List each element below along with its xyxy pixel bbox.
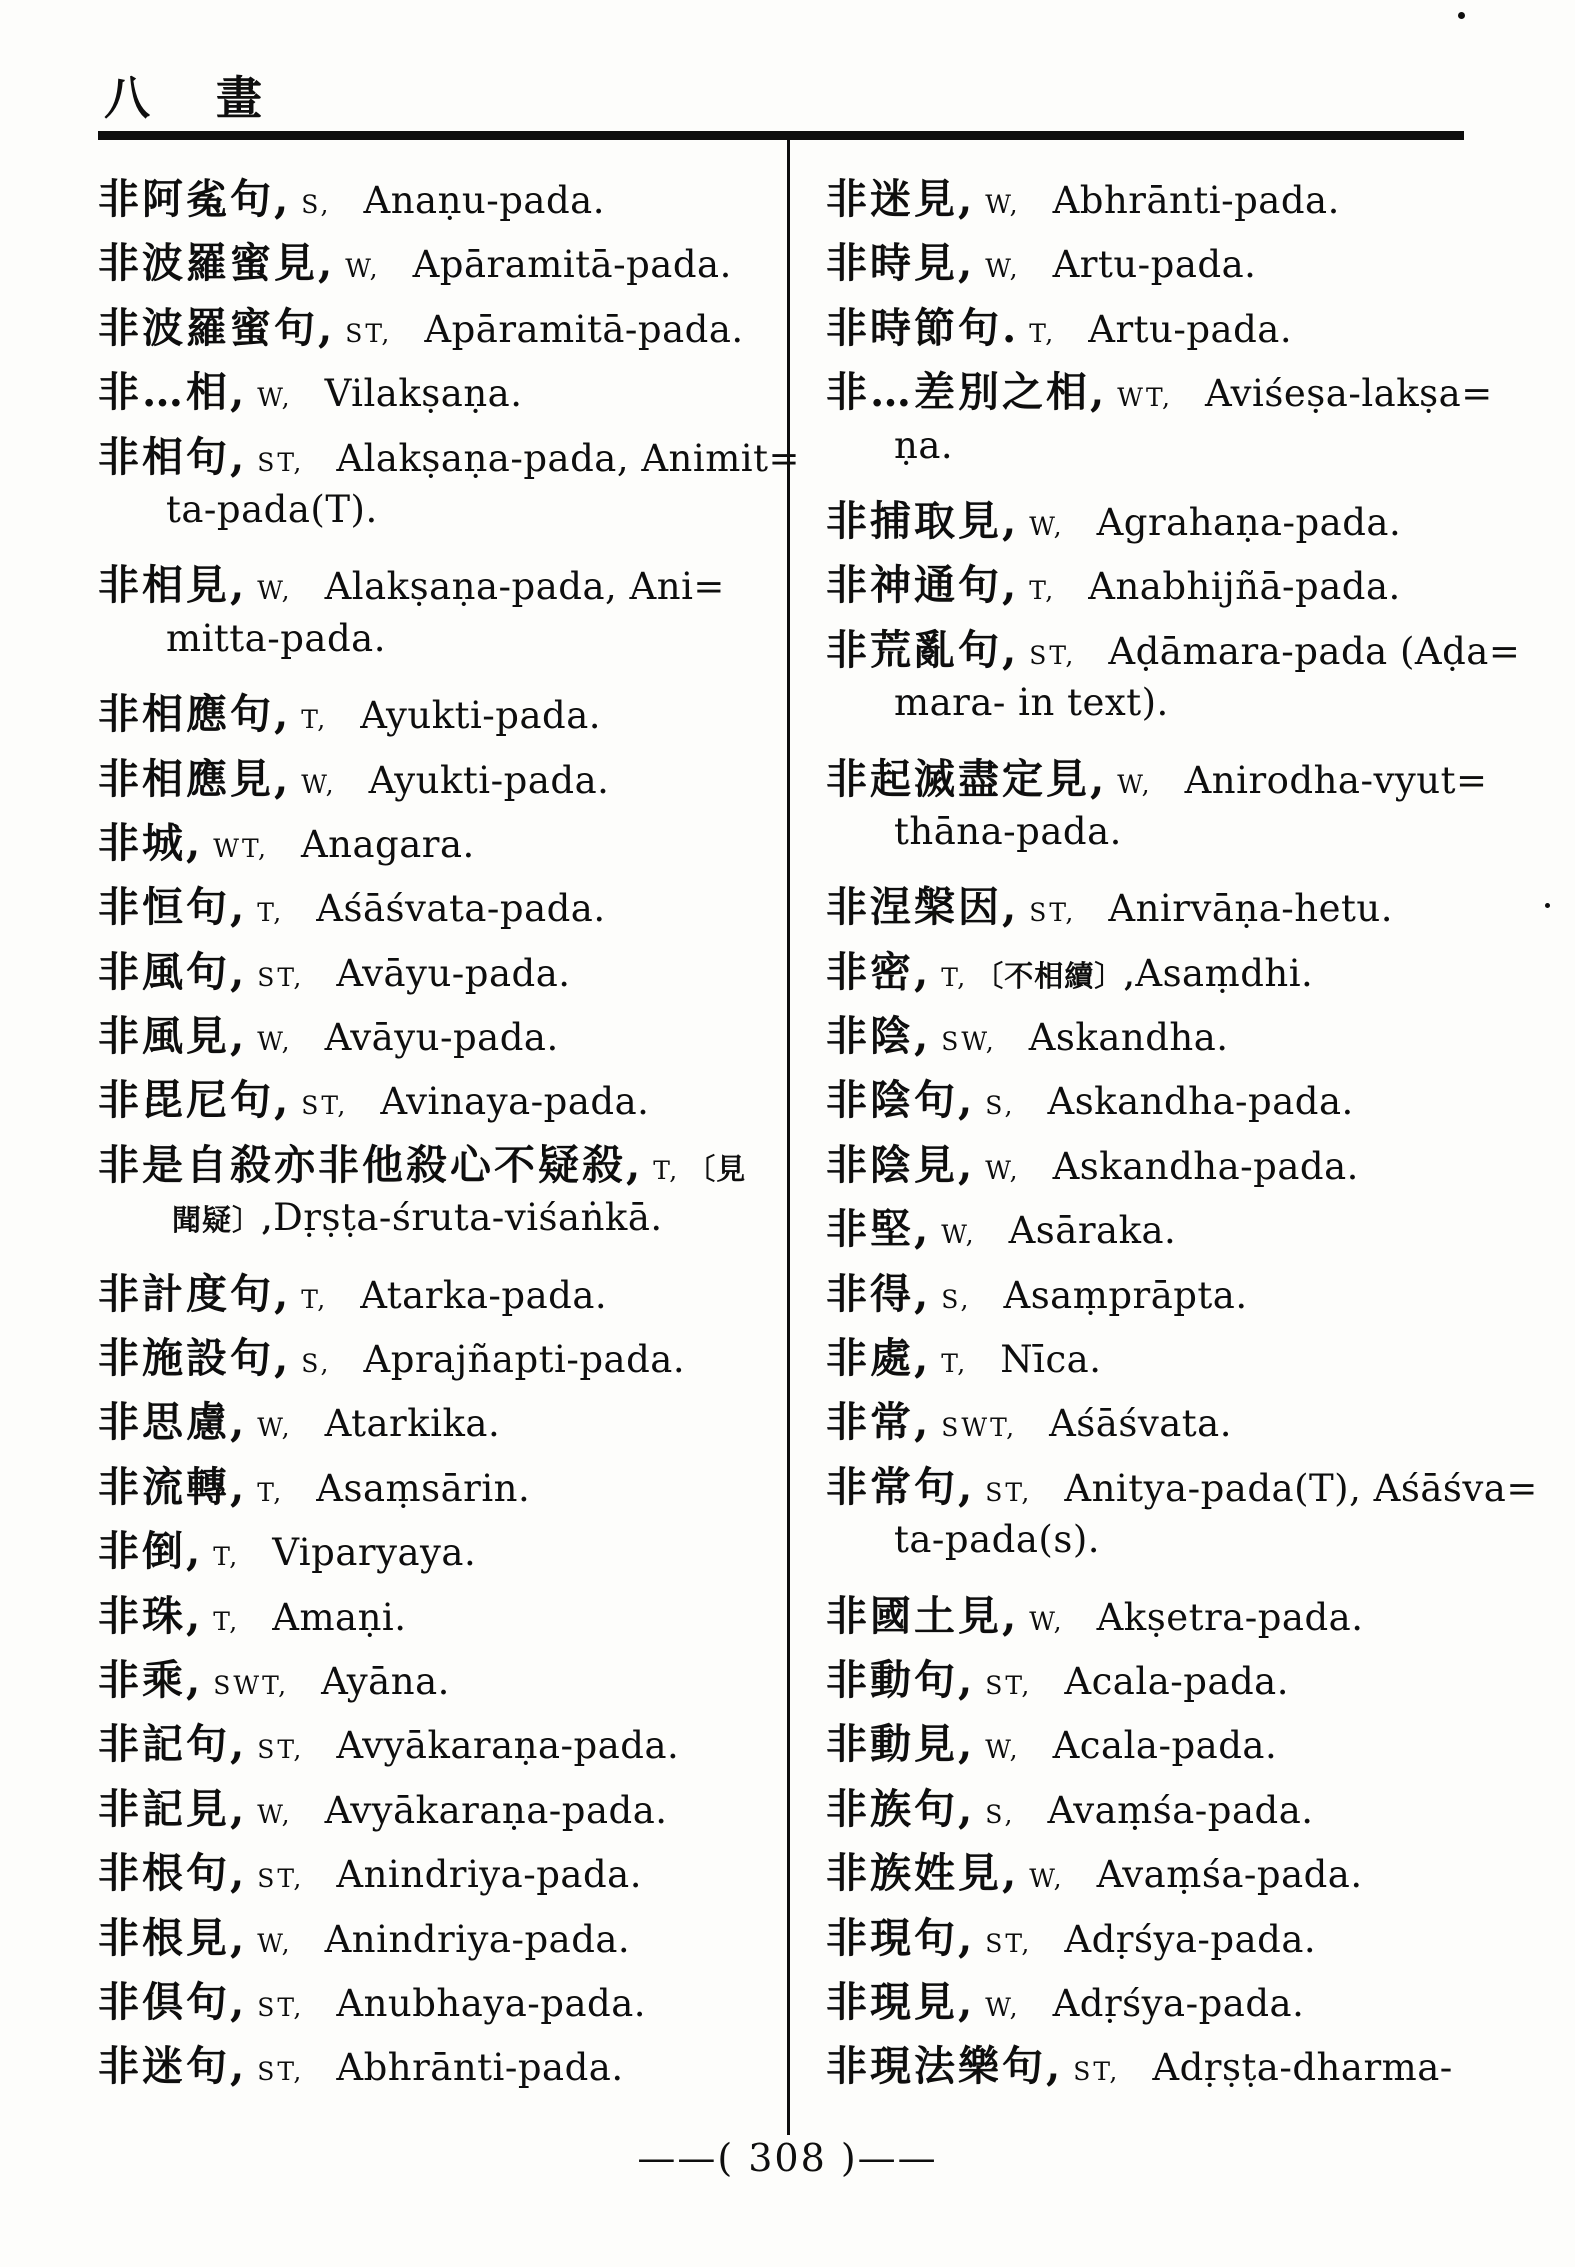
entry-line <box>826 230 1540 294</box>
section-title: 八 畫 <box>104 71 272 125</box>
entry-line <box>826 1196 1540 1260</box>
source-marker: W, <box>345 254 381 284</box>
entry-headword: 非起滅盡定見, <box>826 754 1108 803</box>
entry-headword: 非阿㝹句, <box>98 175 292 223</box>
sanskrit-term: Asāraka. <box>1008 1209 1177 1253</box>
source-marker: ST, <box>345 318 393 348</box>
sanskrit-term: mara- in text). <box>894 681 1169 725</box>
entry-line <box>826 166 1540 230</box>
sanskrit-term: Anubhaya-pada. <box>336 1981 647 2025</box>
sanskrit-term: Ayāna. <box>321 1659 450 1703</box>
source-marker: T, <box>301 705 329 735</box>
entry-headword: 非記見, <box>98 1784 248 1833</box>
source-marker: W, <box>257 1027 293 1057</box>
sanskrit-term: Anirvāṇa-hetu. <box>1108 887 1393 931</box>
entry-line <box>98 2033 792 2097</box>
entry-headword: 非陰, <box>826 1012 932 1061</box>
source-marker: ST, <box>257 447 305 477</box>
source-marker: W, <box>1117 769 1153 799</box>
sanskrit-term: Agrahaṇa-pada. <box>1096 500 1402 544</box>
source-marker: ST, <box>985 1928 1033 1958</box>
entry-line <box>98 295 792 359</box>
entry-headword: 非族姓見, <box>826 1849 1020 1898</box>
source-marker: W, <box>1029 511 1065 541</box>
entry-line <box>98 1454 792 1518</box>
entry-line <box>826 746 1540 810</box>
sanskrit-term: Askandha. <box>1028 1016 1229 1060</box>
sanskrit-term: Anirodha-vyut= <box>1184 758 1488 802</box>
entry-line <box>98 1003 792 1067</box>
sanskrit-term: Anagara. <box>300 822 475 866</box>
entry-headword: 非珠, <box>98 1591 204 1640</box>
sanskrit-term: Dṛṣṭa-śruta-viśaṅkā. <box>273 1196 663 1240</box>
entry-line <box>98 166 792 230</box>
source-marker: ST, <box>1029 898 1077 928</box>
source-marker: T, <box>301 1284 329 1314</box>
source-marker: SWT, <box>213 1670 290 1700</box>
entry-line <box>826 1840 1540 1904</box>
sanskrit-term: Avinaya-pada. <box>380 1080 650 1124</box>
source-marker: T, <box>213 1606 241 1636</box>
source-marker: W, <box>257 576 293 606</box>
sanskrit-term: Atarkika. <box>324 1402 501 1446</box>
entry-line <box>826 295 1540 359</box>
sanskrit-term: Adṛśya-pada. <box>1052 1981 1305 2025</box>
entry-line <box>98 1389 792 1453</box>
entry-line <box>98 424 801 488</box>
entry-line <box>98 1711 792 1775</box>
entry-headword: 非相見, <box>98 561 248 610</box>
entry-line <box>826 1067 1540 1131</box>
entry-line <box>98 1325 792 1389</box>
sanskrit-term: Avāyu-pada. <box>336 951 571 995</box>
source-marker: W, <box>985 190 1021 219</box>
source-marker: ST, <box>257 1735 305 1765</box>
source-marker: ST, <box>257 1992 305 2022</box>
entry-headword: 非迷見, <box>826 175 976 223</box>
entry-headword: 非族句, <box>826 1784 976 1833</box>
entry-line <box>98 552 792 616</box>
sanskrit-term: Acala-pada. <box>1052 1724 1278 1768</box>
entry-line <box>826 424 1540 488</box>
sanskrit-term: ta-pada(T). <box>166 487 378 531</box>
source-marker: S, <box>941 1284 972 1314</box>
entry-line <box>826 488 1540 552</box>
entry-headword: 非處, <box>826 1334 932 1383</box>
entry-line <box>826 1647 1540 1711</box>
sanskrit-term: ṇa. <box>894 423 954 467</box>
source-marker: ST, <box>257 2057 305 2087</box>
entry-headword: 非現句, <box>826 1913 976 1962</box>
source-marker: SW, <box>941 1027 997 1057</box>
entry-headword: 非相應句, <box>98 690 292 739</box>
source-marker: T, <box>257 1477 285 1507</box>
sanskrit-term: Anindriya-pada. <box>336 1853 642 1897</box>
sanskrit-term: Alakṣaṇa-pada, Animit= <box>336 436 801 480</box>
sanskrit-term: Asaṃsārin. <box>316 1466 531 1510</box>
entry-line <box>826 1711 1540 1775</box>
entry-headword: 非…相, <box>98 368 248 417</box>
entry-headword: 非計度句, <box>98 1269 292 1318</box>
sanskrit-term: Asaṃdhi. <box>1135 951 1314 995</box>
entry-headword: 非國土見, <box>826 1591 1020 1640</box>
sanskrit-term: Adṛṣṭa-dharma- <box>1152 2046 1453 2090</box>
entry-headword: 非現見, <box>826 1977 976 2026</box>
source-marker: W, <box>257 1799 293 1829</box>
source-marker: W, <box>985 1992 1021 2022</box>
entry-line <box>98 488 792 552</box>
sanskrit-term: Artu-pada. <box>1088 307 1293 351</box>
sanskrit-term: Ayukti-pada. <box>360 694 602 738</box>
page-number: ——( 308 )—— <box>637 2136 938 2180</box>
entry-line <box>98 1776 792 1840</box>
entry-line <box>826 617 1540 681</box>
entry-line <box>826 681 1540 745</box>
right-column <box>826 166 1540 2098</box>
entry-headword: 非波羅蜜句, <box>98 303 336 352</box>
entry-headword: 非時節句. <box>826 303 1020 352</box>
scan-speck <box>1545 903 1550 908</box>
entry-line <box>826 1969 1540 2033</box>
entry-headword: 非風見, <box>98 1012 248 1061</box>
entry-headword: 非城, <box>98 818 204 867</box>
sanskrit-term: Anaṇu-pada. <box>363 179 605 222</box>
entry-headword: 非陰句, <box>826 1076 976 1125</box>
entry-headword: 非迷句, <box>98 2042 248 2091</box>
entry-line <box>826 810 1540 874</box>
header-rule <box>98 131 1464 140</box>
sanskrit-term: Askandha-pada. <box>1052 1144 1359 1188</box>
entry-headword: 非密, <box>826 947 932 996</box>
entry-headword: 非得, <box>826 1269 932 1318</box>
entry-line <box>98 1261 792 1325</box>
entry-line <box>826 1905 1540 1969</box>
sanskrit-term: Askandha-pada. <box>1047 1080 1354 1124</box>
sanskrit-term: Aprajñapti-pada. <box>363 1338 686 1382</box>
sanskrit-term: Atarka-pada. <box>360 1273 608 1317</box>
source-marker: S, <box>985 1799 1016 1829</box>
source-marker: W, <box>257 383 293 413</box>
source-marker: W, <box>1029 1606 1065 1636</box>
entry-line <box>98 359 792 423</box>
source-marker: T, <box>653 1155 681 1185</box>
source-marker: W, <box>1029 1864 1065 1894</box>
entry-line <box>826 939 1540 1003</box>
entry-headword: 非相句, <box>98 432 248 481</box>
entry-line <box>98 810 792 874</box>
sanskrit-term: Anitya-pada(T), Aśāśva= <box>1064 1466 1538 1510</box>
sanskrit-term: Ayukti-pada. <box>368 758 610 802</box>
scan-speck <box>1458 12 1465 19</box>
entry-line <box>826 1261 1540 1325</box>
source-marker: W, <box>985 254 1021 284</box>
source-marker: T, <box>1029 576 1057 606</box>
entry-headword: 非陰見, <box>826 1140 976 1189</box>
source-marker: W, <box>257 1928 293 1958</box>
source-marker: ST, <box>985 1670 1033 1700</box>
entry-headword: 非思慮, <box>98 1398 248 1447</box>
sanskrit-term: Aviśeṣa-lakṣa= <box>1204 372 1493 416</box>
source-marker: S, <box>301 1349 332 1379</box>
entry-line <box>98 1583 792 1647</box>
sanskrit-term: Acala-pada. <box>1064 1659 1290 1703</box>
entry-line <box>98 1518 792 1582</box>
sanskrit-term: Adṛśya-pada. <box>1064 1917 1317 1961</box>
source-marker: ST, <box>985 1477 1033 1507</box>
entry-headword: 非記句, <box>98 1720 248 1769</box>
entry-line <box>98 874 792 938</box>
entry-headword: 非常句, <box>826 1462 976 1511</box>
sanskrit-term: Avyākaraṇa-pada. <box>324 1788 668 1832</box>
entry-line <box>826 1583 1540 1647</box>
entry-headword: 非相應見, <box>98 754 292 803</box>
sanskrit-term: Abhrānti-pada. <box>336 2046 624 2090</box>
entry-line <box>826 1325 1540 1389</box>
entry-headword: 非動見, <box>826 1720 976 1769</box>
sanskrit-term: Akṣetra-pada. <box>1096 1595 1364 1639</box>
source-marker: S, <box>985 1091 1016 1121</box>
entry-headword: 非流轉, <box>98 1462 248 1511</box>
source-marker: S, <box>301 190 332 219</box>
source-marker: T, <box>941 1349 969 1379</box>
entry-line <box>98 1067 792 1131</box>
entry-headword: 非捕取見, <box>826 496 1020 545</box>
entry-headword: 非是自殺亦非他殺心不疑殺, <box>98 1140 644 1189</box>
entry-headword: 非荒亂句, <box>826 625 1020 674</box>
sanskrit-term: Avaṃśa-pada. <box>1047 1788 1314 1832</box>
source-marker: T, <box>941 962 969 992</box>
entry-note-cjk: 聞疑〕, <box>172 1203 274 1238</box>
entry-line <box>98 681 792 745</box>
source-marker: W, <box>941 1220 977 1250</box>
source-marker: SWT, <box>941 1413 1018 1443</box>
sanskrit-term: Aḍāmara-pada (Aḍa= <box>1108 629 1521 673</box>
sanskrit-term: Apāramitā-pada. <box>424 307 744 351</box>
sanskrit-term: Viparyaya. <box>272 1531 477 1575</box>
sanskrit-term: Nīca. <box>1000 1338 1102 1382</box>
sanskrit-term: Apāramitā-pada. <box>412 243 732 287</box>
sanskrit-term: ta-pada(s). <box>894 1518 1101 1562</box>
entry-note-cjk: 〔不相續〕, <box>974 958 1136 993</box>
sanskrit-term: Asaṃprāpta. <box>1003 1273 1248 1317</box>
entry-line <box>826 359 1540 423</box>
left-column <box>98 166 801 2098</box>
source-marker: ST, <box>257 1864 305 1894</box>
entry-headword: 非現法樂句, <box>826 2042 1064 2091</box>
sanskrit-term: Anindriya-pada. <box>324 1917 631 1961</box>
entry-line <box>98 617 792 681</box>
entry-headword: 非毘尼句, <box>98 1076 292 1125</box>
sanskrit-term: Amaṇi. <box>272 1595 407 1639</box>
source-marker: ST, <box>257 962 305 992</box>
entry-line <box>98 1647 792 1711</box>
entry-headword: 非涅槃因, <box>826 883 1020 932</box>
entry-headword: 非…差別之相, <box>826 368 1108 417</box>
sanskrit-term: Aśāśvata. <box>1049 1402 1232 1446</box>
sanskrit-term: Alakṣaṇa-pada, Ani= <box>324 565 725 609</box>
entry-headword: 非恒句, <box>98 883 248 932</box>
entry-line <box>98 1132 792 1196</box>
sanskrit-term: Avaṃśa-pada. <box>1096 1853 1363 1897</box>
source-marker: W, <box>985 1155 1021 1185</box>
entry-line <box>98 1969 792 2033</box>
entry-headword: 非常, <box>826 1398 932 1447</box>
sanskrit-term: Aśāśvata-pada. <box>316 887 606 931</box>
entry-headword: 非根見, <box>98 1913 248 1962</box>
entry-headword: 非根句, <box>98 1849 248 1898</box>
source-marker: W, <box>257 1413 293 1443</box>
source-marker: WT, <box>1117 383 1173 413</box>
entry-line <box>98 939 792 1003</box>
sanskrit-term: Abhrānti-pada. <box>1052 179 1340 222</box>
entry-headword: 非堅, <box>826 1205 932 1254</box>
source-marker: T, <box>213 1542 241 1572</box>
source-marker: T, <box>1029 318 1057 348</box>
entry-line <box>826 1518 1540 1582</box>
entry-line <box>98 1840 792 1904</box>
entry-line <box>826 1389 1540 1453</box>
entry-note-cjk: 〔見 <box>686 1151 747 1186</box>
sanskrit-term: Avyākaraṇa-pada. <box>336 1724 680 1768</box>
entry-line <box>826 1132 1540 1196</box>
entry-headword: 非神通句, <box>826 561 1020 610</box>
source-marker: W, <box>985 1735 1021 1765</box>
entry-line <box>826 2033 1540 2097</box>
entry-line <box>98 746 792 810</box>
entry-headword: 非倒, <box>98 1527 204 1576</box>
sanskrit-term: thāna-pada. <box>894 809 1122 853</box>
entry-line <box>826 1776 1540 1840</box>
entry-headword: 非風句, <box>98 947 248 996</box>
source-marker: ST, <box>1073 2057 1121 2087</box>
entry-headword: 非波羅蜜見, <box>98 239 336 288</box>
sanskrit-term: mitta-pada. <box>166 616 386 660</box>
source-marker: T, <box>257 898 285 928</box>
source-marker: ST, <box>301 1091 349 1121</box>
entry-line <box>98 230 792 294</box>
entry-line <box>826 552 1540 616</box>
entry-line <box>826 1003 1540 1067</box>
entry-line <box>826 874 1540 938</box>
entry-headword: 非時見, <box>826 239 976 288</box>
sanskrit-term: Vilakṣaṇa. <box>324 372 523 416</box>
entry-line <box>98 1905 792 1969</box>
entry-headword: 非施設句, <box>98 1334 292 1383</box>
source-marker: ST, <box>1029 640 1077 670</box>
sanskrit-term: Artu-pada. <box>1052 243 1257 287</box>
source-marker: WT, <box>213 833 269 863</box>
entry-headword: 非倶句, <box>98 1977 248 2026</box>
entry-headword: 非乘, <box>98 1655 204 1704</box>
sanskrit-term: Avāyu-pada. <box>324 1016 559 1060</box>
entry-line <box>826 1454 1540 1518</box>
entry-line <box>98 1196 792 1260</box>
entry-headword: 非動句, <box>826 1655 976 1704</box>
source-marker: W, <box>301 769 337 799</box>
sanskrit-term: Anabhijñā-pada. <box>1088 565 1401 609</box>
